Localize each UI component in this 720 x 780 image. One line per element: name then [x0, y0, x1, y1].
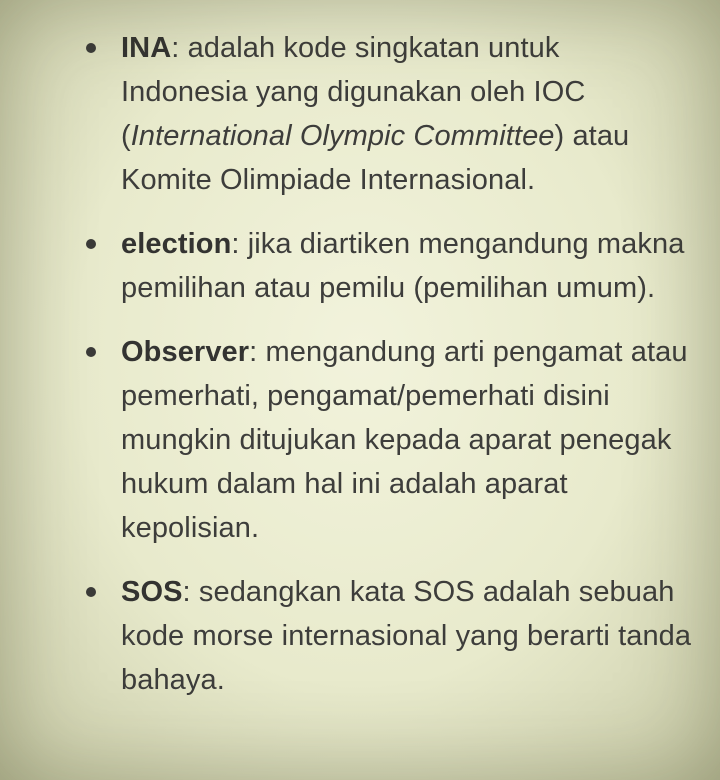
list-item-ina: [0, 26, 720, 202]
list-item-sos: [0, 570, 720, 702]
definition-ina-italic: International Olympic Committee: [130, 120, 555, 152]
list-item-election: [0, 222, 720, 310]
definition-sos: : sedangkan kata SOS adalah sebuah kode morse internasional yang berarti tanda bahaya.: [121, 576, 692, 696]
term-sos: SOS: [121, 576, 183, 608]
definition-ina-part2: ) atau Komite Olimpiade Internasional.: [121, 120, 630, 196]
bullet-icon: [86, 587, 96, 597]
bullet-icon: [86, 239, 96, 249]
bullet-icon: [86, 347, 96, 357]
term-observer: Observer: [121, 336, 250, 368]
definition-observer: : mengandung arti pengamat atau pemerhati, pengamat/pemerhati disini mungkin ditujukan kepada aparat penegak hukum dalam hal ini adalah aparat kepolisian.: [121, 336, 688, 544]
definition-election: : jika diartiken mengandung makna pemilihan atau pemilu (pemilihan umum).: [121, 228, 685, 304]
list-item-observer: [0, 330, 720, 550]
bullet-icon: [86, 43, 96, 53]
definition-list: [0, 26, 720, 722]
term-ina: INA: [121, 32, 172, 64]
definition-ina-part1: : adalah kode singkatan untuk Indonesia yang digunakan oleh IOC (: [121, 32, 586, 152]
term-election: election: [121, 228, 232, 260]
